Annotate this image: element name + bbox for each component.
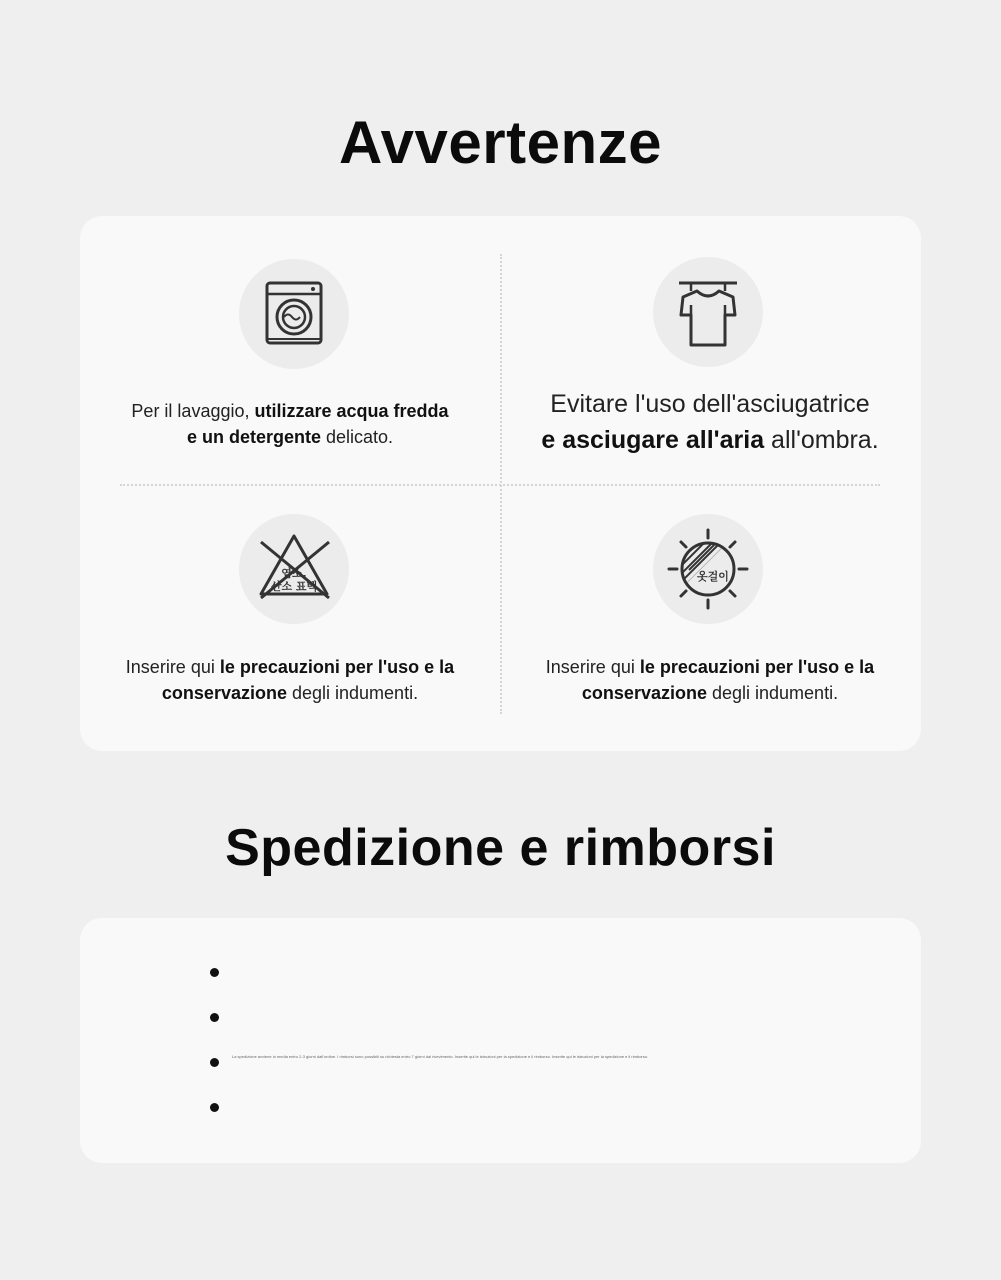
- caption-text: Inserire qui: [545, 657, 640, 677]
- caption-bold: utilizzare acqua fredda: [254, 401, 449, 421]
- caption-text: all'ombra.: [764, 426, 879, 454]
- warning-item-washing: [80, 216, 500, 484]
- caption-bold: conservazione: [161, 683, 287, 703]
- washing-machine-icon: [239, 259, 349, 369]
- no-sun-dry-icon: [653, 514, 763, 624]
- warnings-card: [80, 216, 921, 751]
- bullet-dot: [210, 1013, 219, 1022]
- list-item: [210, 1095, 890, 1140]
- bullet-dot: [210, 1058, 219, 1067]
- caption-text: Evitare l'uso dell'asciugatrice: [550, 390, 870, 418]
- caption-bold: detergente: [228, 427, 321, 447]
- caption-text: degli indumenti.: [706, 683, 839, 703]
- caption-bold: le precauzioni per l'uso e la: [219, 657, 455, 677]
- caption-text: Inserire qui: [125, 657, 220, 677]
- list-item: [210, 960, 890, 1005]
- caption-text: Per il lavaggio,: [131, 401, 255, 421]
- bullet-text: La spedizione avviene in media entro 2-3 giorni dall'ordine. I rimborsi sono possibili su richiesta entro 7 giorni dal ricevimento. Inserite qui le istruzioni per la spedizione e il rimborso. Inserite qui le istruzioni per la spedizione e il rimborso.: [232, 1054, 649, 1059]
- caption-bold: e asciugare all'aria: [541, 426, 765, 454]
- warning-item-bleach: [80, 486, 500, 746]
- sun-label: 옷걸이: [697, 570, 729, 583]
- list-item: [210, 1050, 890, 1095]
- caption-text: delicato.: [321, 427, 394, 447]
- sun-caption-block: [500, 654, 920, 706]
- hanging-shirt-icon: [653, 257, 763, 367]
- shipping-title: Spedizione e rimborsi: [225, 819, 776, 877]
- shipping-bullet-list: [210, 960, 890, 1140]
- caption-text: degli indumenti.: [286, 683, 419, 703]
- list-item: [210, 1005, 890, 1050]
- bullet-dot: [210, 968, 219, 977]
- drying-caption: [500, 386, 920, 458]
- warnings-title: Avvertenze: [339, 109, 662, 176]
- caption-bold: e un: [186, 427, 229, 447]
- caption-bold: le precauzioni per l'uso e la: [639, 657, 875, 677]
- washing-caption: [80, 398, 500, 450]
- bleach-label-line2: 산소 표백: [270, 580, 318, 593]
- caption-bold: conservazione: [581, 683, 707, 703]
- warning-item-sun: [500, 486, 920, 746]
- warning-item-drying: [500, 216, 920, 484]
- no-bleach-icon: [239, 514, 349, 624]
- bullet-dot: [210, 1103, 219, 1112]
- bleach-caption-block: [80, 654, 500, 706]
- bleach-label-line1: 염소,: [281, 567, 307, 580]
- shipping-card: [80, 918, 921, 1163]
